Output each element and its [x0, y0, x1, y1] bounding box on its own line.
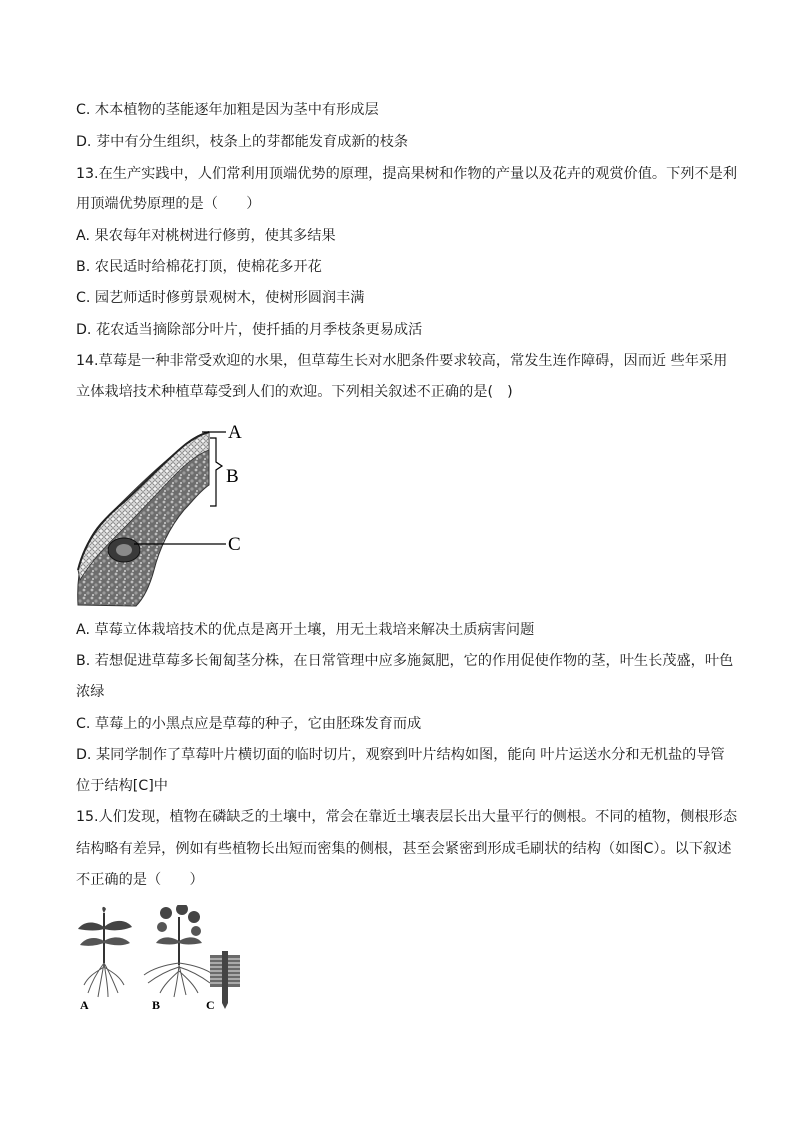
q15-stem-line-3: 不正确的是（ ） [76, 872, 204, 888]
q14-stem-line-1: 14.草莓是一种非常受欢迎的水果，但草莓生长对水肥条件要求较高，常发生连作障碍，因而近 些年采用 [76, 353, 728, 369]
label-b: B [226, 466, 239, 487]
root-types-figure [74, 905, 254, 1015]
q14-option-d-line-1: D. 某同学制作了草莓叶片横切面的临时切片，观察到叶片结构如图，能向 叶片运送水分和无机盐的导管 [76, 747, 725, 763]
q12-option-d: D. 芽中有分生组织，枝条上的芽都能发育成新的枝条 [76, 134, 409, 150]
leaf-vein-center [116, 544, 132, 556]
q15-stem-line-1: 15.人们发现，植物在磷缺乏的土壤中，常会在靠近土壤表层长出大量平行的侧根。不同的植物，侧根形态 [76, 809, 738, 825]
plant-b [144, 905, 214, 997]
q14-option-c: C. 草莓上的小黑点应是草莓的种子，它由胚珠发育而成 [76, 716, 422, 732]
label-a: A [228, 422, 242, 443]
label-plant-b: B [152, 998, 161, 1012]
q13-option-a: A. 果农每年对桃树进行修剪，使其多结果 [76, 228, 336, 244]
q13-stem-line-2: 用顶端优势原理的是（ ） [76, 196, 261, 212]
q14-option-d-line-2: 位于结构[C]中 [76, 778, 168, 794]
label-c: C [228, 534, 241, 555]
plant-a [78, 907, 132, 997]
q14-stem-line-2: 立体栽培技术种植草莓受到人们的欢迎。下列相关叙述不正确的是( ) [76, 384, 513, 400]
q13-stem-line-1: 13.在生产实践中，人们常利用顶端优势的原理，提高果树和作物的产量以及花卉的观赏价值。下列不是利 [76, 166, 738, 182]
label-plant-a: A [80, 998, 89, 1012]
label-plant-c: C [206, 998, 215, 1012]
q14-option-b-line-2: 浓绿 [76, 684, 105, 700]
q14-option-a: A. 草莓立体栽培技术的优点是离开土壤，用无土栽培来解决土质病害问题 [76, 622, 535, 638]
leaf-cross-section-figure [74, 420, 274, 610]
q13-option-c: C. 园艺师适时修剪景观树木，使树形圆润丰满 [76, 290, 365, 306]
q14-option-b-line-1: B. 若想促进草莓多长匍匐茎分株，在日常管理中应多施氮肥，它的作用促使作物的茎，叶生长茂盛，叶色 [76, 653, 734, 669]
q13-option-b: B. 农民适时给棉花打顶，使棉花多开花 [76, 259, 322, 275]
q13-option-d: D. 花农适当摘除部分叶片，使扦插的月季枝条更易成活 [76, 322, 423, 338]
label-brace-b [210, 438, 222, 506]
q12-option-c: C. 木本植物的茎能逐年加粗是因为茎中有形成层 [76, 102, 379, 118]
q15-stem-line-2: 结构略有差异，例如有些植物长出短而密集的侧根，甚至会紧密到形成毛刷状的结构（如图C）。以下叙述 [76, 841, 732, 857]
